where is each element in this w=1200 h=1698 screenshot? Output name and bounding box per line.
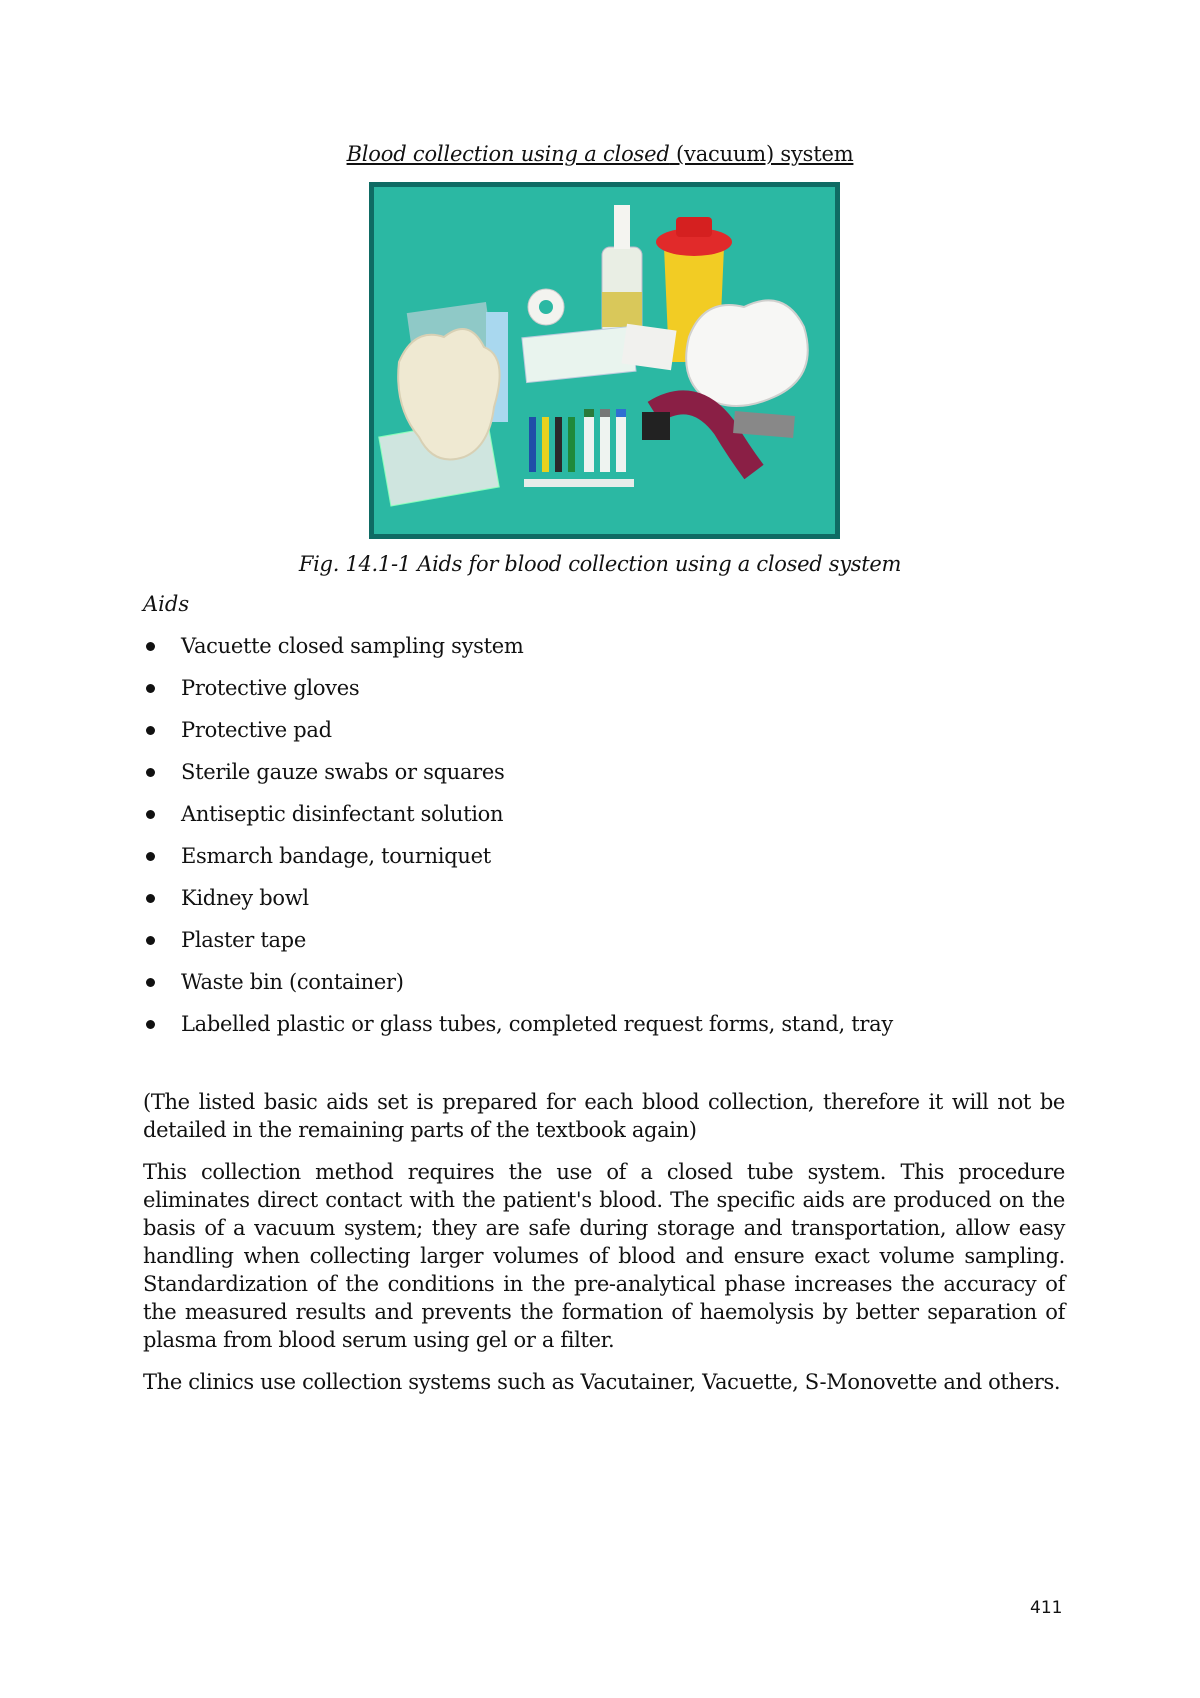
- bullet-icon: [146, 810, 155, 819]
- bullet-icon: [146, 642, 155, 651]
- page-number: 411: [1030, 1598, 1063, 1618]
- list-item-text: Waste bin (container): [181, 970, 404, 994]
- bullet-icon: [146, 936, 155, 945]
- list-item: [143, 674, 893, 716]
- list-item: [143, 1010, 893, 1052]
- heading-plain-part: (vacuum) system: [669, 142, 854, 166]
- list-item-text: Sterile gauze swabs or squares: [181, 760, 505, 784]
- list-item: [143, 800, 893, 842]
- list-item: [143, 884, 893, 926]
- photo-illustration: [374, 187, 835, 534]
- list-item: [143, 842, 893, 884]
- bullet-icon: [146, 768, 155, 777]
- list-item: [143, 716, 893, 758]
- bullet-icon: [146, 978, 155, 987]
- list-item: [143, 968, 893, 1010]
- list-item-text: Protective gloves: [181, 676, 360, 700]
- paragraph-method: This collection method requires the use of a closed tube system. This procedure eliminates direct contact with the patient's blood. The specific aids are produced on the basis of a vacuum system; they are safe during storage and transportation, allow easy handling when collecting larger volumes of blood and ensure exact volume sampling. Standardization of the conditions in the pre-analytical phase increases the accuracy of the measured results and prevents the formation of haemolysis by better separation of plasma from blood serum using gel or a filter.: [143, 1160, 1065, 1352]
- aids-label: Aids: [143, 592, 190, 616]
- list-item-text: Plaster tape: [181, 928, 306, 952]
- list-item: [143, 758, 893, 800]
- bullet-icon: [146, 852, 155, 861]
- list-item-text: Vacuette closed sampling system: [181, 634, 524, 658]
- list-item-text: Labelled plastic or glass tubes, completed request forms, stand, tray: [181, 1012, 893, 1036]
- list-item-text: Esmarch bandage, tourniquet: [181, 844, 491, 868]
- figure-caption: Fig. 14.1-1 Aids for blood collection using a closed system: [298, 552, 902, 576]
- bullet-icon: [146, 1020, 155, 1029]
- section-heading: [0, 142, 1200, 166]
- heading-italic-part: Blood collection using a closed: [346, 142, 670, 166]
- list-item-text: Protective pad: [181, 718, 332, 742]
- bullet-icon: [146, 726, 155, 735]
- aids-list: [143, 632, 893, 1052]
- list-item-text: Kidney bowl: [181, 886, 309, 910]
- list-item-text: Antiseptic disinfectant solution: [181, 802, 504, 826]
- list-item: [143, 926, 893, 968]
- figure-photo-blood-collection-aids: [369, 182, 840, 539]
- bullet-icon: [146, 684, 155, 693]
- bullet-icon: [146, 894, 155, 903]
- list-item: [143, 632, 893, 674]
- tube-tray: [524, 479, 634, 487]
- paragraph-note: (The listed basic aids set is prepared for each blood collection, therefore it will not be detailed in the remaining parts of the textbook again): [143, 1090, 1065, 1142]
- paragraph-systems: The clinics use collection systems such as Vacutainer, Vacuette, S-Monovette and others.: [143, 1370, 1061, 1394]
